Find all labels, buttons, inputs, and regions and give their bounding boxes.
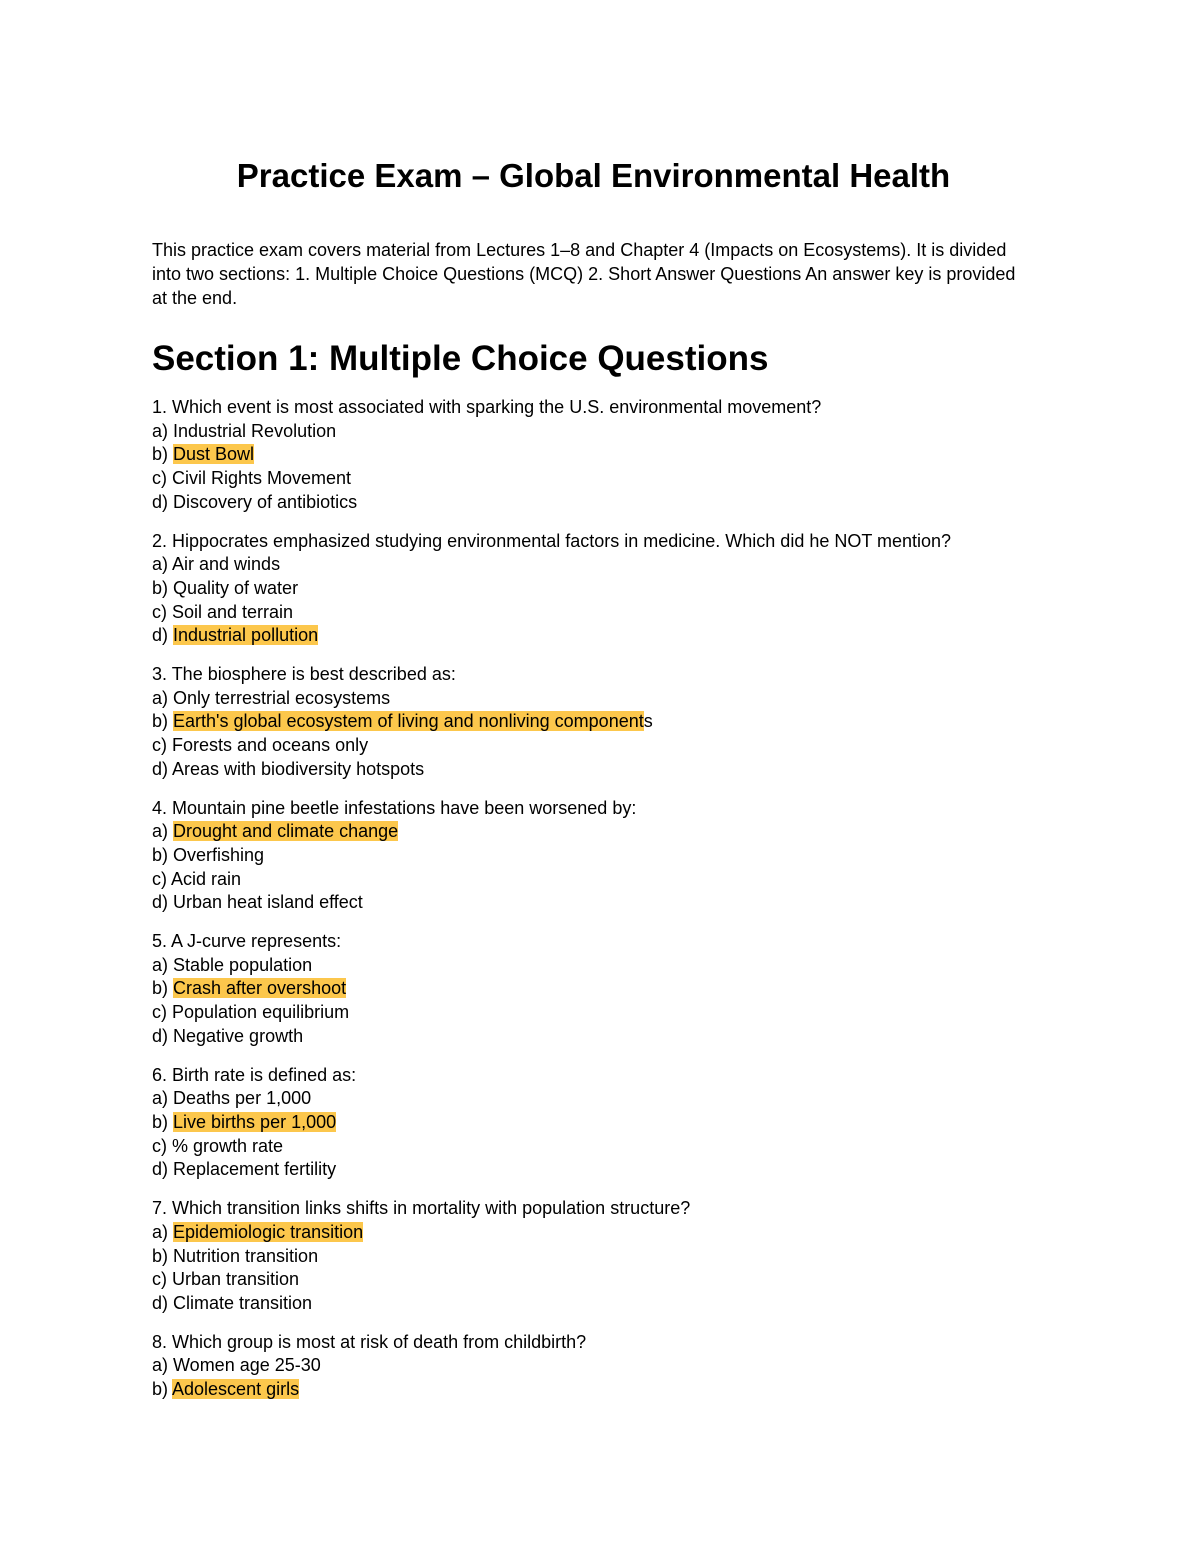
question-6 (152, 1064, 1032, 1183)
option-text: Civil Rights Movement (172, 468, 352, 489)
option-letter: b) (152, 844, 174, 865)
option-letter: d) (152, 1025, 174, 1046)
answer-option (152, 1135, 1032, 1159)
option-text: Quality of water (173, 577, 299, 598)
option-letter: a) (152, 1088, 174, 1109)
option-letter: c) (152, 735, 172, 756)
correct-answer-highlight: Industrial pollution (173, 625, 319, 646)
option-text: Only terrestrial ecosystems (173, 687, 391, 708)
option-letter: c) (152, 1135, 172, 1156)
option-text: Air and winds (172, 554, 281, 575)
option-letter: c) (152, 868, 172, 889)
option-letter: b) (152, 711, 174, 732)
option-letter: d) (152, 625, 174, 646)
option-text: Discovery of antibiotics (173, 491, 358, 512)
answer-option (152, 443, 1032, 467)
answer-option (152, 1354, 1032, 1378)
option-letter: b) (152, 978, 174, 999)
question-text: 1. Which event is most associated with sparking the U.S. environmental movement? (152, 397, 822, 417)
option-text: Nutrition transition (173, 1245, 319, 1266)
option-text: Forests and oceans only (172, 735, 369, 756)
option-letter: a) (152, 420, 174, 441)
option-letter: c) (152, 1269, 172, 1290)
answer-option (152, 820, 1032, 844)
answer-option (152, 954, 1032, 978)
option-letter: d) (152, 892, 174, 913)
document-page (152, 150, 1032, 1417)
option-text: Overfishing (173, 844, 265, 865)
option-text: Negative growth (173, 1025, 304, 1046)
question-text: 6. Birth rate is defined as: (152, 1064, 357, 1085)
option-letter: d) (152, 491, 174, 512)
option-text: Stable population (173, 954, 313, 975)
answer-option (152, 467, 1032, 491)
answer-option (152, 977, 1032, 1001)
option-letter: b) (152, 1379, 173, 1400)
option-letter: c) (152, 468, 172, 489)
option-text: Deaths per 1,000 (173, 1088, 312, 1109)
question-text: 4. Mountain pine beetle infestations have been worsened by: (152, 797, 637, 818)
correct-answer-highlight: Earth's global ecosystem of living and nonliving component (173, 711, 644, 732)
option-letter: b) (152, 577, 174, 598)
answer-option (152, 844, 1032, 868)
answer-option (152, 601, 1032, 625)
correct-answer-highlight: Epidemiologic transition (173, 1221, 364, 1242)
answer-option (152, 624, 1032, 648)
answer-option (152, 891, 1032, 915)
answer-option (152, 577, 1032, 601)
document-title: Practice Exam – Global Environmental Health (236, 157, 951, 194)
option-letter: a) (152, 821, 174, 842)
answer-option (152, 758, 1032, 782)
question-text: 8. Which group is most at risk of death from childbirth? (152, 1331, 587, 1352)
question-7 (152, 1197, 1032, 1316)
option-letter: a) (152, 554, 173, 575)
option-text: Urban heat island effect (173, 892, 363, 913)
option-text-tail: s (643, 711, 653, 732)
option-letter: a) (152, 687, 174, 708)
correct-answer-highlight: Crash after overshoot (173, 978, 347, 999)
option-text: Replacement fertility (173, 1159, 337, 1180)
option-letter: d) (152, 1159, 174, 1180)
answer-option (152, 1158, 1032, 1182)
correct-answer-highlight: Live births per 1,000 (173, 1111, 337, 1132)
correct-answer-highlight: Drought and climate change (173, 821, 399, 842)
answer-option (152, 1001, 1032, 1025)
question-text: 5. A J-curve represents: (152, 931, 342, 952)
option-letter: a) (152, 954, 174, 975)
answer-option (152, 1292, 1032, 1316)
question-list (152, 396, 1032, 1402)
question-8 (152, 1331, 1032, 1402)
option-letter: d) (152, 1292, 174, 1313)
option-letter: b) (152, 1111, 174, 1132)
answer-option (152, 420, 1032, 444)
option-text: % growth rate (172, 1135, 284, 1156)
question-3 (152, 663, 1032, 782)
question-1 (152, 396, 1032, 515)
answer-option (152, 1221, 1032, 1245)
answer-option (152, 491, 1032, 515)
correct-answer-highlight: Dust Bowl (173, 444, 255, 465)
answer-option (152, 553, 1032, 577)
option-letter: b) (152, 444, 174, 465)
option-letter: d) (152, 758, 173, 779)
option-text: Industrial Revolution (173, 420, 337, 441)
answer-option (152, 734, 1032, 758)
question-5 (152, 930, 1032, 1049)
answer-option (152, 687, 1032, 711)
option-text: Acid rain (171, 868, 242, 889)
answer-option (152, 1025, 1032, 1049)
answer-option (152, 1111, 1032, 1135)
answer-option (152, 1087, 1032, 1111)
answer-option (152, 710, 1032, 734)
section-heading: Section 1: Multiple Choice Questions (152, 339, 769, 378)
option-text: Climate transition (173, 1292, 313, 1313)
question-4 (152, 797, 1032, 916)
option-letter: c) (152, 601, 172, 622)
intro-paragraph: This practice exam covers material from Lectures 1–8 and Chapter 4 (Impacts on Ecosystems). It is divided into two sections: 1. Multiple Choice Questions (MCQ) 2. Short Answer Questions An answer key is provided at the end. (152, 240, 1016, 308)
answer-option (152, 1378, 1032, 1402)
answer-option (152, 1245, 1032, 1269)
option-letter: a) (152, 1221, 174, 1242)
option-letter: a) (152, 1355, 174, 1376)
option-text: Urban transition (172, 1269, 300, 1290)
question-text: 3. The biosphere is best described as: (152, 664, 456, 685)
option-letter: c) (152, 1002, 172, 1023)
answer-option (152, 868, 1032, 892)
question-text: 2. Hippocrates emphasized studying environmental factors in medicine. Which did he NOT mention? (152, 530, 952, 551)
option-text: Soil and terrain (172, 601, 294, 622)
option-text: Areas with biodiversity hotspots (172, 758, 425, 779)
option-text: Women age 25-30 (173, 1355, 321, 1376)
answer-option (152, 1268, 1032, 1292)
question-text: 7. Which transition links shifts in mortality with population structure? (152, 1198, 691, 1219)
question-2 (152, 530, 1032, 649)
option-letter: b) (152, 1245, 174, 1266)
option-text: Population equilibrium (172, 1002, 350, 1023)
correct-answer-highlight: Adolescent girls (172, 1379, 300, 1400)
